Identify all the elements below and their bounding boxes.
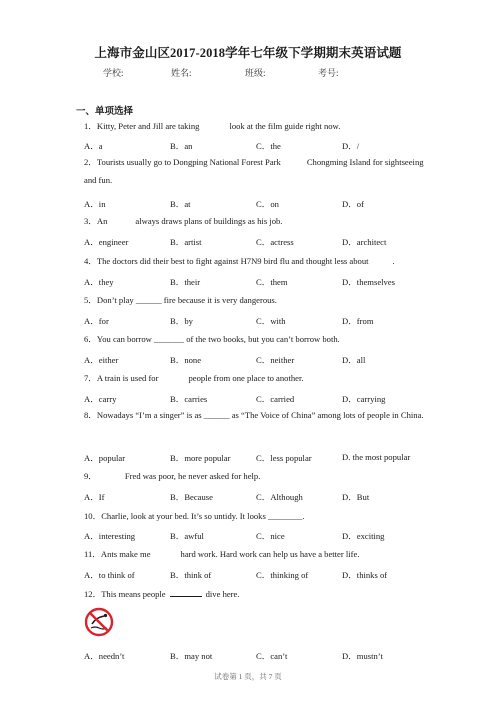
option-a: A．needn’t: [84, 651, 125, 661]
option-c: C．thinking of: [256, 570, 309, 580]
question-6: [84, 334, 340, 345]
option-b: B．Because: [170, 492, 213, 502]
question-stem: 10．Charlie, look at your bed. It’s so untidy. It looks ________.: [84, 511, 305, 521]
option-c: C．Although: [256, 492, 303, 502]
school-label: 学校:: [103, 68, 124, 78]
option-c: C．them: [256, 277, 288, 287]
section-heading: 一、单项选择: [76, 107, 134, 117]
question-stem: 8．Nowadays “I’m a singer” is as ______ as “The Voice of China” among lots of people in China.: [84, 410, 424, 420]
question-2: [84, 154, 424, 189]
option-c: C．nice: [256, 531, 285, 541]
option-a: A．for: [84, 316, 109, 326]
option-c: C．with: [256, 316, 286, 326]
option-b: B．awful: [170, 531, 204, 541]
option-d: D．/: [342, 141, 360, 151]
option-b: B．more popular: [170, 453, 231, 463]
question-12: [84, 588, 240, 600]
option-d: D．all: [342, 355, 366, 365]
question-stem: 1．Kitty, Peter and Jill are taking: [84, 121, 200, 131]
option-a: A．interesting: [84, 531, 136, 541]
option-b: B．may not: [170, 651, 213, 661]
option-b: B．an: [170, 141, 193, 151]
question-stem-cont: hard work. Hard work can help us have a better life.: [180, 549, 360, 559]
option-d: D. the most popular: [342, 452, 411, 462]
question-stem-cont: always draws plans of buildings as his job.: [135, 216, 283, 226]
option-b: B．think of: [170, 570, 212, 580]
option-a: A．a: [84, 141, 103, 151]
question-8: [84, 407, 424, 425]
option-c: C．the: [256, 141, 281, 151]
option-a: A．engineer: [84, 237, 129, 247]
option-c: C．neither: [256, 355, 295, 365]
question-10: [84, 511, 304, 522]
question-stem: 12．This means people: [84, 589, 166, 599]
question-11: [84, 549, 359, 560]
question-stem: 9．: [84, 471, 97, 481]
question-stem: 7．A train is used for: [84, 373, 159, 383]
question-9: [84, 471, 260, 482]
page-footer: 试卷第 1 页，共 7 页: [214, 672, 282, 681]
question-7: [84, 373, 304, 384]
name-label: 姓名:: [171, 68, 192, 78]
option-d: D．exciting: [342, 531, 385, 541]
question-stem-cont: people from one place to another.: [188, 373, 304, 383]
option-d: D．But: [342, 492, 370, 502]
option-d: D．carrying: [342, 394, 386, 404]
page-title: 上海市金山区2017-2018学年七年级下学期期末英语试题: [94, 46, 402, 60]
question-3: [84, 216, 282, 227]
question-stem: 5．Don’t play ______ fire because it is very dangerous.: [84, 295, 277, 305]
question-stem-cont: .: [392, 256, 395, 266]
question-stem-cont: look at the film guide right now.: [229, 121, 341, 131]
question-stem: 3．An: [84, 216, 108, 226]
option-b: B．carries: [170, 394, 208, 404]
option-b: B．at: [170, 199, 191, 209]
option-c: C．less popular: [256, 453, 312, 463]
question-stem-cont: dive here.: [205, 589, 240, 599]
question-stem: 11．Ants make me: [84, 549, 151, 559]
option-b: B．their: [170, 277, 201, 287]
question-stem-cont: Chongming Island for sightseeing and fun.: [84, 157, 424, 185]
question-stem-cont: Fred was poor, he never asked for help.: [124, 471, 261, 481]
option-b: B．by: [170, 316, 193, 326]
option-c: C．on: [256, 199, 279, 209]
question-5: [84, 295, 277, 306]
option-a: A．they: [84, 277, 114, 287]
option-d: D．mustn’t: [342, 651, 383, 661]
question-4: [84, 256, 395, 267]
option-a: A．to think of: [84, 570, 135, 580]
option-d: D．thinks of: [342, 570, 388, 580]
number-label: 考号:: [318, 68, 339, 78]
question-1: [84, 121, 340, 132]
option-a: A．in: [84, 199, 106, 209]
option-a: A．carry: [84, 394, 117, 404]
option-a: A．popular: [84, 453, 126, 463]
option-a: A．either: [84, 355, 119, 365]
option-c: C．can’t: [256, 651, 288, 661]
option-d: D．architect: [342, 237, 387, 247]
option-d: D．themselves: [342, 277, 395, 287]
option-a: A．If: [84, 492, 105, 502]
class-label: 班级:: [245, 68, 266, 78]
option-d: D．of: [342, 199, 364, 209]
question-stem: 6．You can borrow _______ of the two books, but you can’t borrow both.: [84, 334, 340, 344]
option-b: B．none: [170, 355, 202, 365]
option-b: B．artist: [170, 237, 202, 247]
option-c: C．actress: [256, 237, 294, 247]
option-c: C．carried: [256, 394, 295, 404]
answer-blank: [170, 588, 202, 597]
no-diving-sign-icon: [84, 607, 114, 637]
question-stem: 2．Tourists usually go to Dongping National Forest Park: [84, 157, 281, 167]
option-d: D．from: [342, 316, 374, 326]
question-stem: 4．The doctors did their best to fight against H7N9 bird flu and thought less about: [84, 256, 369, 266]
